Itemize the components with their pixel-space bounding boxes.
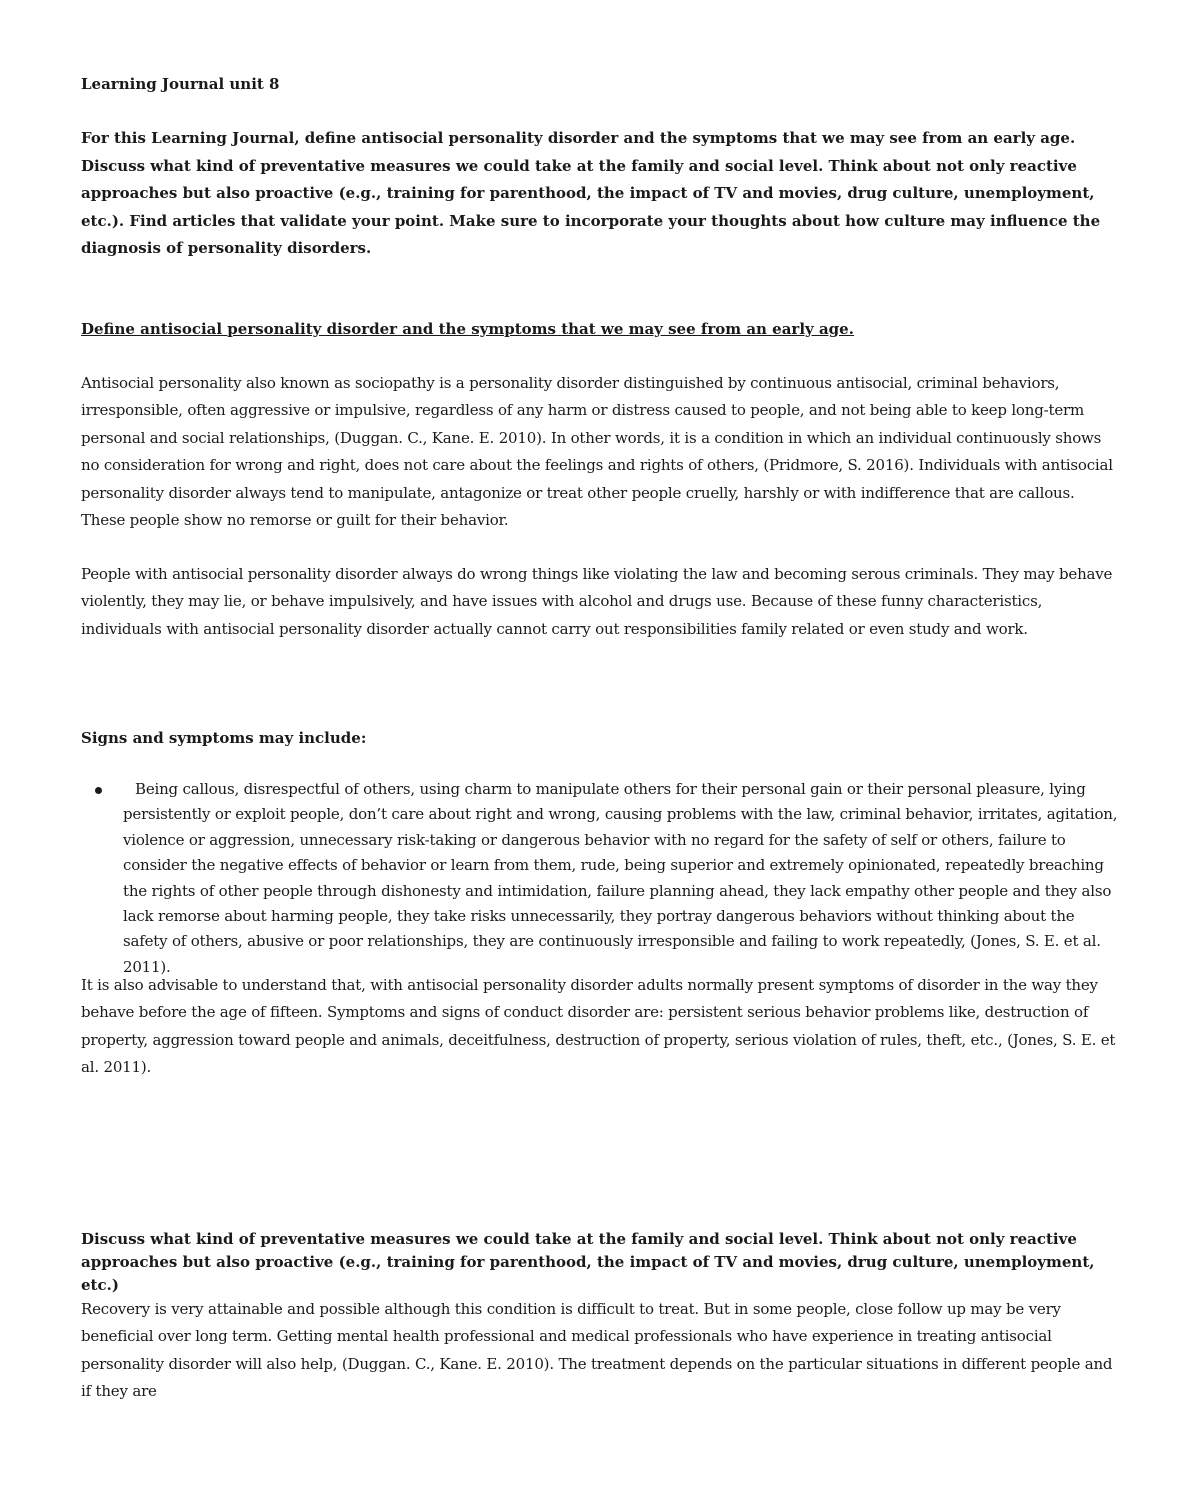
definition-paragraph: Antisocial personality also known as sociopathy is a personality disorder distinguished by continuous antisocial, criminal behaviors, irresponsible, often aggressive or impulsive, regardless of any harm or distress caused to people, and not being able to keep long-term personal and social relationships, (Duggan. C., Kane. E. 2010). In other words, it is a condition in which an individual continuously shows no consideration for wrong and right, does not care about the feelings and rights of others, (Pridmore, S. 2016). Individuals with antisocial personality disorder always tend to manipulate, antagonize or treat other people cruelly, harshly or with indifference that are callous. These people show no remorse or guilt for their behavior. <box>81 374 1113 530</box>
discuss-section-heading: Discuss what kind of preventative measures we could take at the family and social level. Think about not only reactive approaches but also proactive (e.g., training for parenthood, the impact of TV and movies, drug culture, unemployment, etc.) <box>81 1230 1095 1294</box>
bullet-icon <box>95 787 102 794</box>
conduct-disorder-paragraph: It is also advisable to understand that, with antisocial personality disorder adults normally present symptoms of disorder in the way they behave before the age of fifteen. Symptoms and signs of conduct disorder are: persistent serious behavior problems like, destruction of property, aggression toward people and animals, deceitfulness, destruction of property, serious violation of rules, theft, etc., (Jones, S. E. et al. 2011). <box>81 976 1116 1077</box>
recovery-paragraph: Recovery is very attainable and possible although this condition is difficult to treat. But in some people, close follow up may be very beneficial over long term. Getting mental health professional and medical professionals who have experience in treating antisocial personality disorder will also help, (Duggan. C., Kane. E. 2010). The treatment depends on the particular situations in different people and if they are <box>81 1300 1113 1401</box>
symptoms-bullet-list <box>81 777 1121 980</box>
signs-symptoms-heading: Signs and symptoms may include: <box>81 729 367 747</box>
characteristics-paragraph: People with antisocial personality disorder always do wrong things like violating the law and becoming serous criminals. They may behave violently, they may lie, or behave impulsively, and have issues with alcohol and drugs use. Because of these funny characteristics, individuals with antisocial personality disorder actually cannot carry out responsibilities family related or even study and work. <box>81 565 1113 638</box>
document-title: Learning Journal unit 8 <box>81 75 280 93</box>
assignment-prompt: For this Learning Journal, define antisocial personality disorder and the symptoms that we may see from an early age. Discuss what kind of preventative measures we could take at the family and social level. Think about not only reactive approaches but also proactive (e.g., training for parenthood, the impact of TV and movies, drug culture, unemployment, etc.). Find articles that validate your point. Make sure to incorporate your thoughts about how culture may influence the diagnosis of personality disorders. <box>81 129 1101 257</box>
bullet-text: Being callous, disrespectful of others, using charm to manipulate others for their personal gain or their personal pleasure, lying persistently or exploit people, don’t care about right and wrong, causing problems with the law, criminal behavior, irritates, agitation, violence or aggression, unnecessary risk-taking or dangerous behavior with no regard for the safety of self or others, failure to consider the negative effects of behavior or learn from them, rude, being superior and extremely opinionated, repeatedly breaching the rights of other people through dishonesty and intimidation, failure planning ahead, they lack empathy other people and they also lack remorse about harming people, they take risks unnecessarily, they portray dangerous behaviors without thinking about the safety of others, abusive or poor relationships, they are continuously irresponsible and failing to work repeatedly, (Jones, S. E. et al. 2011). <box>123 780 1118 976</box>
define-section-heading: Define antisocial personality disorder and the symptoms that we may see from an early age. <box>81 320 854 338</box>
list-item <box>81 777 1121 980</box>
